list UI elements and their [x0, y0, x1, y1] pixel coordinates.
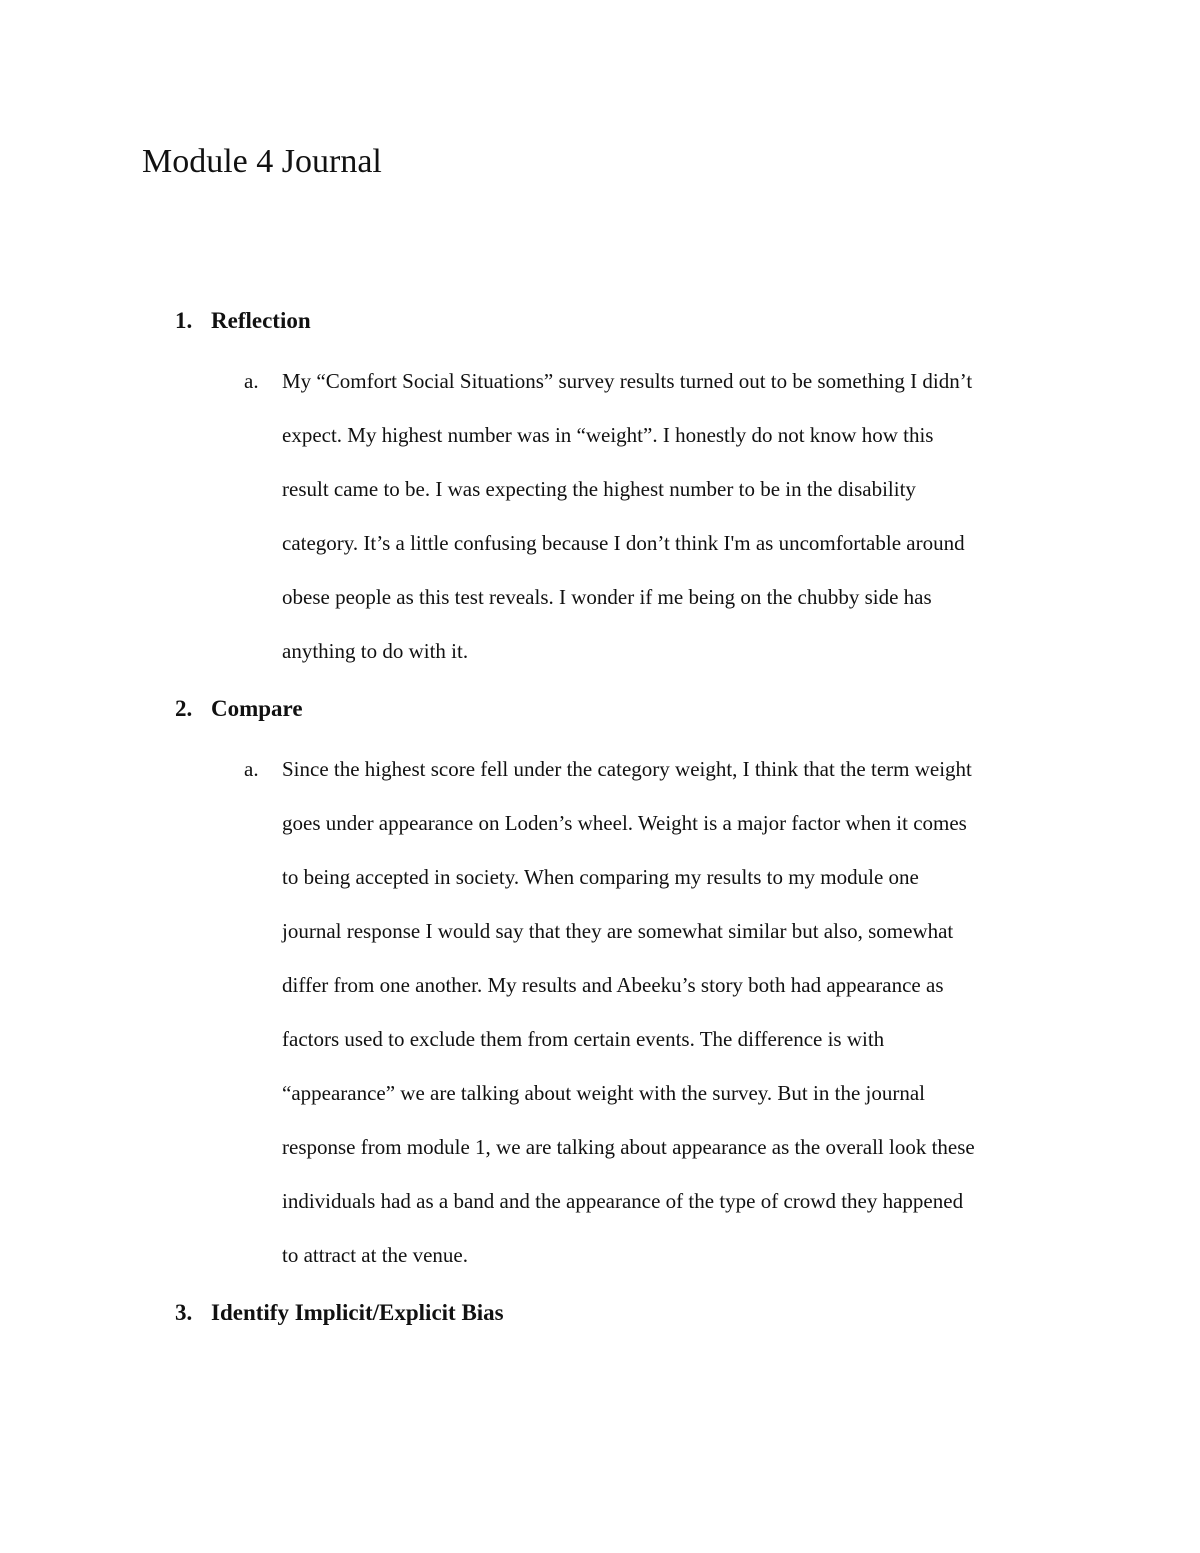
- text-line: goes under appearance on Loden’s wheel. Weight is a major factor when it comes: [282, 811, 967, 835]
- section-heading-compare: [175, 694, 303, 724]
- section-number: 1.: [175, 308, 193, 333]
- text-line: anything to do with it.: [282, 639, 469, 663]
- section-title: Compare: [211, 696, 303, 721]
- paragraph: [282, 742, 1082, 1282]
- section-title: Identify Implicit/Explicit Bias: [211, 1300, 504, 1325]
- text-line: “appearance” we are talking about weight with the survey. But in the journal: [282, 1081, 925, 1105]
- paragraph: [282, 354, 1082, 678]
- text-line: expect. My highest number was in “weight”. I honestly do not know how this: [282, 423, 934, 447]
- section-title: Reflection: [211, 308, 311, 333]
- text-line: obese people as this test reveals. I wonder if me being on the chubby side has: [282, 585, 932, 609]
- text-line: category. It’s a little confusing because I don’t think I'm as uncomfortable around: [282, 531, 965, 555]
- list-marker: a.: [244, 369, 259, 393]
- text-line: Since the highest score fell under the category weight, I think that the term weight: [282, 757, 972, 781]
- text-line: My “Comfort Social Situations” survey results turned out to be something I didn’t: [282, 369, 973, 393]
- section-number: 3.: [175, 1300, 193, 1325]
- section-number: 2.: [175, 696, 193, 721]
- section-heading-identify-bias: [175, 1298, 504, 1328]
- section-heading-reflection: [175, 306, 311, 336]
- text-line: differ from one another. My results and Abeeku’s story both had appearance as: [282, 973, 944, 997]
- text-line: response from module 1, we are talking about appearance as the overall look these: [282, 1135, 975, 1159]
- text-line: journal response I would say that they are somewhat similar but also, somewhat: [282, 919, 954, 943]
- list-marker: a.: [244, 757, 259, 781]
- text-line: to being accepted in society. When comparing my results to my module one: [282, 865, 919, 889]
- document-title: Module 4 Journal: [142, 143, 382, 180]
- text-line: result came to be. I was expecting the highest number to be in the disability: [282, 477, 916, 501]
- text-line: to attract at the venue.: [282, 1243, 468, 1267]
- text-line: individuals had as a band and the appearance of the type of crowd they happened: [282, 1189, 964, 1213]
- text-line: factors used to exclude them from certain events. The difference is with: [282, 1027, 885, 1051]
